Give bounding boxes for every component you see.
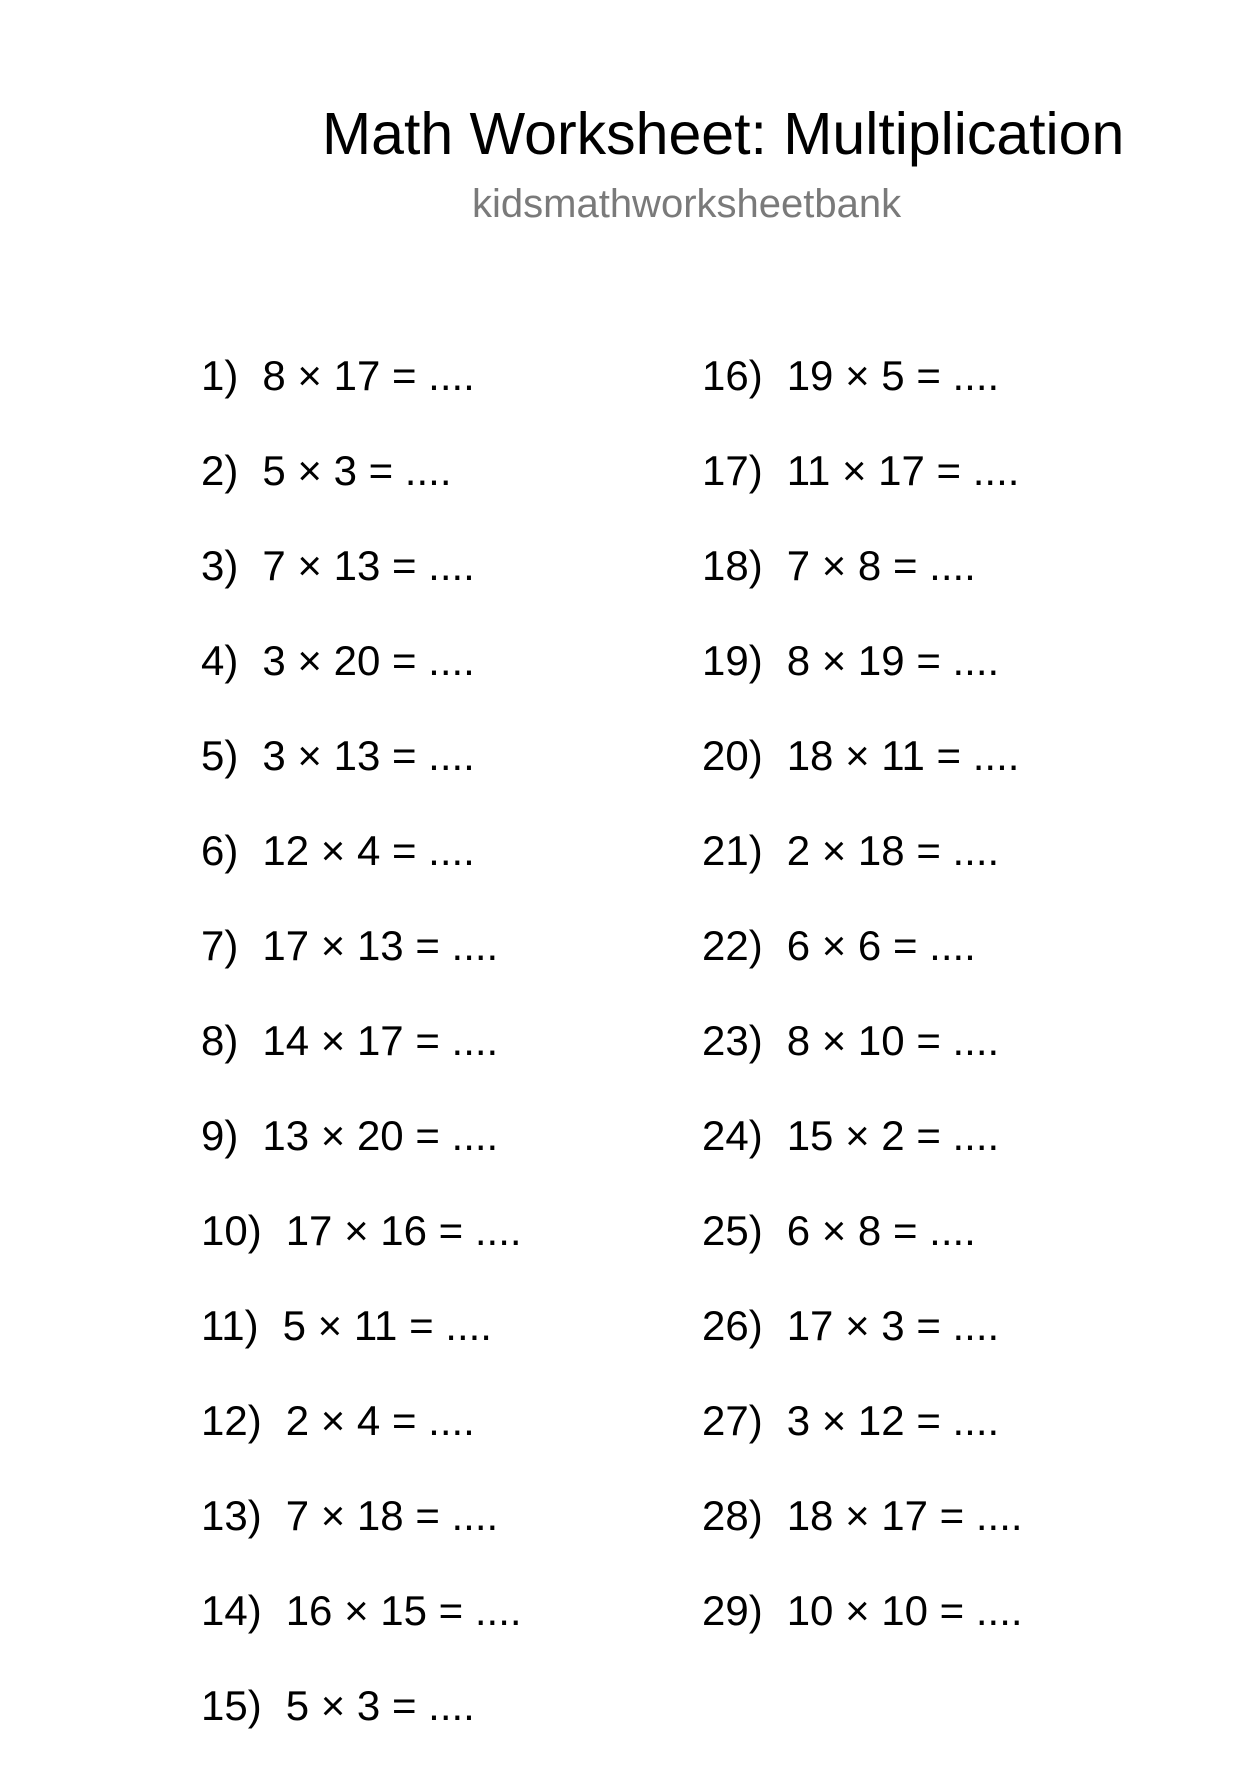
problem-item	[702, 538, 1202, 633]
problem-expression: 16 × 15 = ....	[285, 1587, 522, 1634]
problem-number: 9)	[201, 1112, 239, 1159]
problem-item	[201, 1488, 701, 1583]
problem-item	[201, 1298, 701, 1393]
problem-number: 3)	[201, 542, 239, 589]
problem-item	[702, 1203, 1202, 1298]
problem-item	[201, 1678, 701, 1773]
problem-expression: 5 × 3 = ....	[262, 447, 452, 494]
problem-item	[201, 633, 701, 728]
problem-expression: 8 × 19 = ....	[786, 637, 1000, 684]
problem-number: 13)	[201, 1492, 262, 1539]
problem-number: 14)	[201, 1587, 262, 1634]
problem-number: 22)	[702, 922, 763, 969]
problem-item	[201, 918, 701, 1013]
problem-item	[201, 823, 701, 918]
problem-number: 21)	[702, 827, 763, 874]
problem-item	[201, 1013, 701, 1108]
problem-expression: 13 × 20 = ....	[262, 1112, 499, 1159]
problem-expression: 7 × 18 = ....	[285, 1492, 499, 1539]
problem-expression: 17 × 13 = ....	[262, 922, 499, 969]
problem-expression: 8 × 17 = ....	[262, 352, 475, 399]
page-title: Math Worksheet: Multiplication	[322, 101, 1125, 167]
problem-item	[702, 1013, 1202, 1108]
problem-item	[702, 1488, 1202, 1583]
problem-number: 8)	[201, 1017, 239, 1064]
problem-number: 28)	[702, 1492, 763, 1539]
problem-number: 2)	[201, 447, 239, 494]
problem-number: 12)	[201, 1397, 262, 1444]
problem-number: 6)	[201, 827, 239, 874]
problem-number: 26)	[702, 1302, 763, 1349]
problem-item	[201, 443, 701, 538]
problem-expression: 17 × 16 = ....	[285, 1207, 522, 1254]
problem-number: 17)	[702, 447, 763, 494]
problem-item	[702, 1393, 1202, 1488]
problem-expression: 18 × 11 = ....	[786, 732, 1020, 779]
problem-item	[702, 918, 1202, 1013]
problem-item	[702, 728, 1202, 823]
problem-item	[201, 1203, 701, 1298]
problem-item	[201, 728, 701, 823]
problem-expression: 3 × 12 = ....	[786, 1397, 1000, 1444]
problem-item	[702, 443, 1202, 538]
problem-expression: 19 × 5 = ....	[786, 352, 1000, 399]
problem-number: 18)	[702, 542, 763, 589]
problem-number: 5)	[201, 732, 239, 779]
problem-number: 27)	[702, 1397, 763, 1444]
problem-item	[201, 1583, 701, 1678]
problem-number: 4)	[201, 637, 239, 684]
problem-expression: 2 × 4 = ....	[285, 1397, 475, 1444]
problem-number: 1)	[201, 352, 239, 399]
problem-number: 24)	[702, 1112, 763, 1159]
problem-expression: 5 × 11 = ....	[282, 1302, 492, 1349]
problem-item	[201, 1108, 701, 1203]
problem-number: 20)	[702, 732, 763, 779]
problem-expression: 15 × 2 = ....	[786, 1112, 1000, 1159]
problem-number: 25)	[702, 1207, 763, 1254]
problem-item	[702, 1108, 1202, 1203]
problem-number: 7)	[201, 922, 239, 969]
problem-expression: 2 × 18 = ....	[786, 827, 1000, 874]
problem-expression: 6 × 8 = ....	[786, 1207, 976, 1254]
problem-column-right	[702, 348, 1202, 1678]
problem-column-left	[201, 348, 701, 1773]
problem-item	[702, 348, 1202, 443]
problem-expression: 5 × 3 = ....	[285, 1682, 475, 1729]
page-subtitle: kidsmathworksheetbank	[472, 182, 902, 226]
problem-expression: 3 × 20 = ....	[262, 637, 475, 684]
problem-expression: 8 × 10 = ....	[786, 1017, 1000, 1064]
problem-expression: 11 × 17 = ....	[786, 447, 1020, 494]
problem-item	[702, 823, 1202, 918]
problem-expression: 6 × 6 = ....	[786, 922, 976, 969]
problem-item	[702, 633, 1202, 728]
problem-number: 11)	[201, 1302, 259, 1349]
problem-number: 10)	[201, 1207, 262, 1254]
problem-expression: 12 × 4 = ....	[262, 827, 475, 874]
problem-item	[201, 348, 701, 443]
problem-number: 23)	[702, 1017, 763, 1064]
problem-number: 29)	[702, 1587, 763, 1634]
problem-number: 15)	[201, 1682, 262, 1729]
problem-expression: 7 × 13 = ....	[262, 542, 475, 589]
problem-expression: 17 × 3 = ....	[786, 1302, 1000, 1349]
problem-expression: 18 × 17 = ....	[786, 1492, 1023, 1539]
problem-expression: 14 × 17 = ....	[262, 1017, 499, 1064]
problem-item	[702, 1583, 1202, 1678]
problem-number: 16)	[702, 352, 763, 399]
problem-item	[201, 1393, 701, 1488]
problem-number: 19)	[702, 637, 763, 684]
problem-expression: 7 × 8 = ....	[786, 542, 976, 589]
problem-expression: 3 × 13 = ....	[262, 732, 475, 779]
problem-item	[201, 538, 701, 633]
problem-expression: 10 × 10 = ....	[786, 1587, 1023, 1634]
problem-item	[702, 1298, 1202, 1393]
